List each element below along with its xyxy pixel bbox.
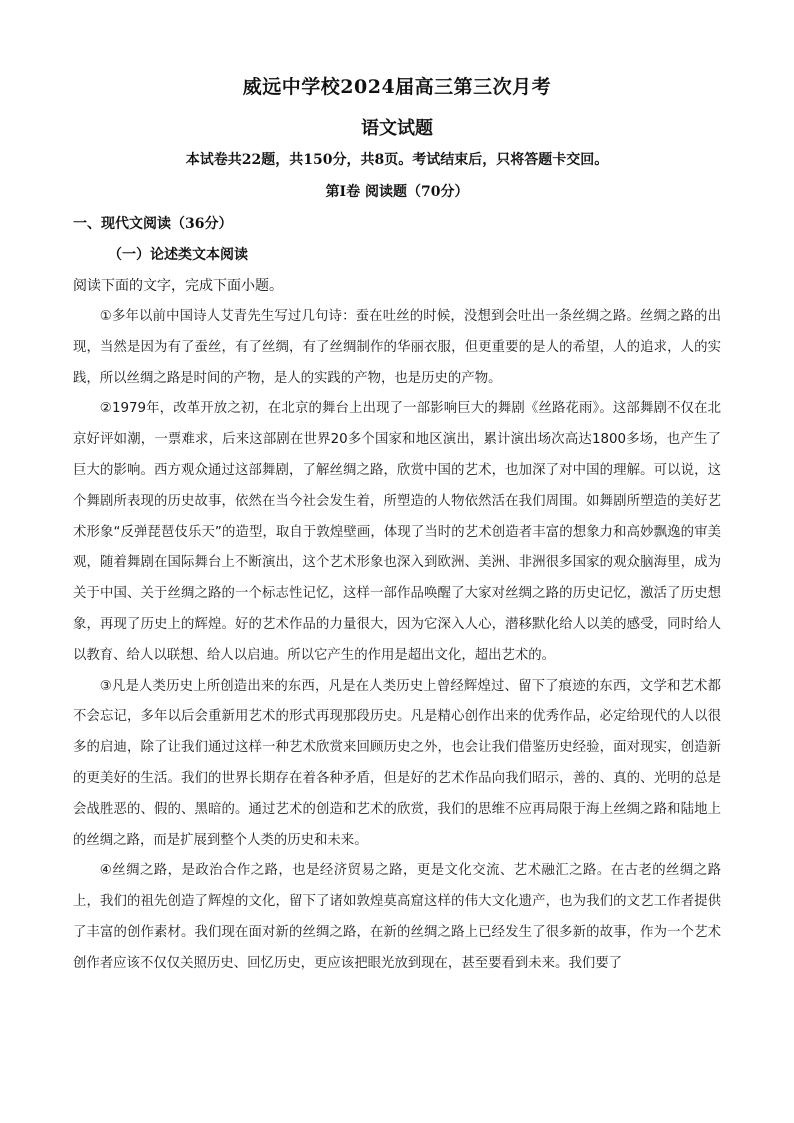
part-title: 第Ⅰ卷 阅读题（70分）	[325, 184, 469, 200]
reading-instruction: 阅读下面的文字，完成下面小题。	[73, 278, 283, 294]
reading-passage	[73, 302, 721, 980]
exam-subtitle: 语文试题	[361, 118, 433, 139]
exam-title: 威远中学校2024届高三第三次月考	[242, 76, 552, 98]
exam-info: 本试卷共22题，共150分，共8页。考试结束后，只将答题卡交回。	[185, 152, 609, 168]
passage-paragraph-4: ④丝绸之路，是政治合作之路，也是经济贸易之路，更是文化交流、艺术融汇之路。在古老的丝绸之路上，我们的祖先创造了辉煌的文化，留下了诸如敦煌莫高窟这样的伟大文化遗产，也为我们的文艺工作者提供了丰富的创作素材。我们现在面对新的丝绸之路，在新的丝绸之路上已经发生了很多新的故事，作为一个艺术创作者应该不仅仅关照历史、回忆历史，更应该把眼光放到现在，甚至要看到未来。我们要了	[73, 863, 721, 971]
sub-heading: （一）论述类文本阅读	[108, 247, 248, 263]
passage-paragraph-2: ②1979年，改革开放之初，在北京的舞台上出现了一部影响巨大的舞剧《丝路花雨》。这部舞剧不仅在北京好评如潮，一票难求，后来这部剧在世界20多个国家和地区演出，累计演出场次高达1800多场，也产生了巨大的影响。西方观众通过这部舞剧，了解丝绸之路，欣赏中国的艺术，也加深了对中国的理解。可以说，这个舞剧所表现的历史故事，依然在当今社会发生着，所塑造的人物依然活在我们周围。如舞剧所塑造的美好艺术形象“反弹琵琶伎乐天”的造型，取自于敦煌壁画，体现了当时的艺术创造者丰富的想象力和高妙飘逸的审美观，随着舞剧在国际舞台上不断演出，这个艺术形象也深入到欧洲、美洲、非洲很多国家的观众脑海里，成为关于中国、关于丝绸之路的一个标志性记忆，这样一部作品唤醒了大家对丝绸之路的历史记忆，激活了历史想象，再现了历史上的辉煌。好的艺术作品的力量很大，因为它深入人心，潜移默化给人以美的感受，同时给人以教育、给人以联想、给人以启迪。所以它产生的作用是超出文化，超出艺术的。	[73, 401, 721, 663]
passage-paragraph-3: ③凡是人类历史上所创造出来的东西，凡是在人类历史上曾经辉煌过、留下了痕迹的东西，文学和艺术都不会忘记，多年以后会重新用艺术的形式再现那段历史。凡是精心创作出来的优秀作品，必定给现代的人以很多的启迪，除了让我们通过这样一种艺术欣赏来回顾历史之外，也会让我们借鉴历史经验，面对现实，创造新的更美好的生活。我们的世界长期存在着各种矛盾，但是好的艺术作品向我们昭示，善的、真的、光明的总是会战胜恶的、假的、黑暗的。通过艺术的创造和艺术的欣赏，我们的思维不应再局限于海上丝绸之路和陆地上的丝绸之路，而是扩展到整个人类的历史和未来。	[73, 678, 721, 848]
passage-paragraph-1: ①多年以前中国诗人艾青先生写过几句诗：蚕在吐丝的时候，没想到会吐出一条丝绸之路。丝绸之路的出现，当然是因为有了蚕丝，有了丝绸，有了丝绸制作的华丽衣服，但更重要的是人的希望，人的追求，人的实践，所以丝绸之路是时间的产物，是人的实践的产物，也是历史的产物。	[73, 309, 721, 386]
section-heading: 一、现代文阅读（36分）	[73, 216, 233, 232]
